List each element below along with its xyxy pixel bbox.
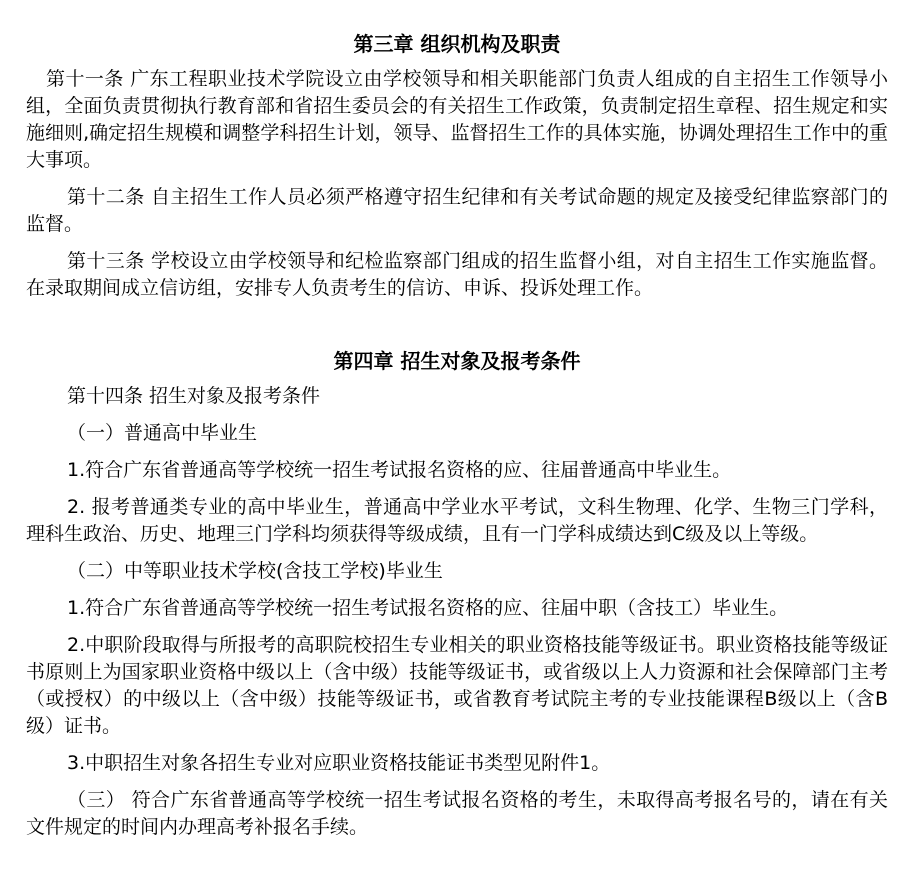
section-1-item-1: 1.符合广东省普通高等学校统一招生考试报名资格的应、往届普通高中毕业生。 bbox=[67, 459, 732, 481]
section-2-item-3: 3.中职招生对象各招生专业对应职业资格技能证书类型见附件1。 bbox=[67, 752, 611, 774]
article-14: 第十四条 招生对象及报考条件 bbox=[67, 385, 321, 407]
section-2-item-2: 2.中职阶段取得与所报考的高职院校招生专业相关的职业资格技能等级证书。职业资格技能等级证书原则上为国家职业资格中级以上（含中级）技能等级证书，或省级以上人力资源和社会保障部门主考（或授权）的中级以上（含中级）技能等级证书，或省教育考试院主考的专业技能课程B级以上（含B级）证书。 bbox=[26, 634, 888, 737]
section-2-item-1: 1.符合广东省普通高等学校统一招生考试报名资格的应、往届中职（含技工）毕业生。 bbox=[67, 597, 789, 619]
section-1-item-2: 2. 报考普通类专业的高中毕业生，普通高中学业水平考试，文科生物理、化学、生物三门学科，理科生政治、历史、地理三门学科均须获得等级成绩，且有一门学科成绩达到C级及以上等级。 bbox=[26, 496, 888, 545]
article-11: 第十一条 广东工程职业技术学院设立由学校领导和相关职能部门负责人组成的自主招生工作领导小组，全面负责贯彻执行教育部和省招生委员会的有关招生工作政策，负责制定招生章程、招生规定和实施细则,确定招生规模和调整学科招生计划，领导、监督招生工作的具体实施，协调处理招生工作中的重大事项。 bbox=[26, 68, 888, 171]
section-3-text: （三） 符合广东省普通高等学校统一招生考试报名资格的考生，未取得高考报名号的，请在有关文件规定的时间内办理高考补报名手续。 bbox=[26, 789, 888, 838]
section-1-title: （一）普通高中毕业生 bbox=[67, 422, 258, 444]
document-page bbox=[26, 30, 888, 841]
article-13: 第十三条 学校设立由学校领导和纪检监察部门组成的招生监督小组，对自主招生工作实施监督。在录取期间成立信访组，安排专人负责考生的信访、申诉、投诉处理工作。 bbox=[26, 250, 888, 299]
section-2-title: （二）中等职业技术学校(含技工学校)毕业生 bbox=[67, 560, 443, 582]
chapter-3-title: 第三章 组织机构及职责 bbox=[353, 32, 561, 56]
article-12: 第十二条 自主招生工作人员必须严格遵守招生纪律和有关考试命题的规定及接受纪律监察部门的监督。 bbox=[26, 186, 888, 235]
chapter-4-title: 第四章 招生对象及报考条件 bbox=[333, 349, 581, 373]
